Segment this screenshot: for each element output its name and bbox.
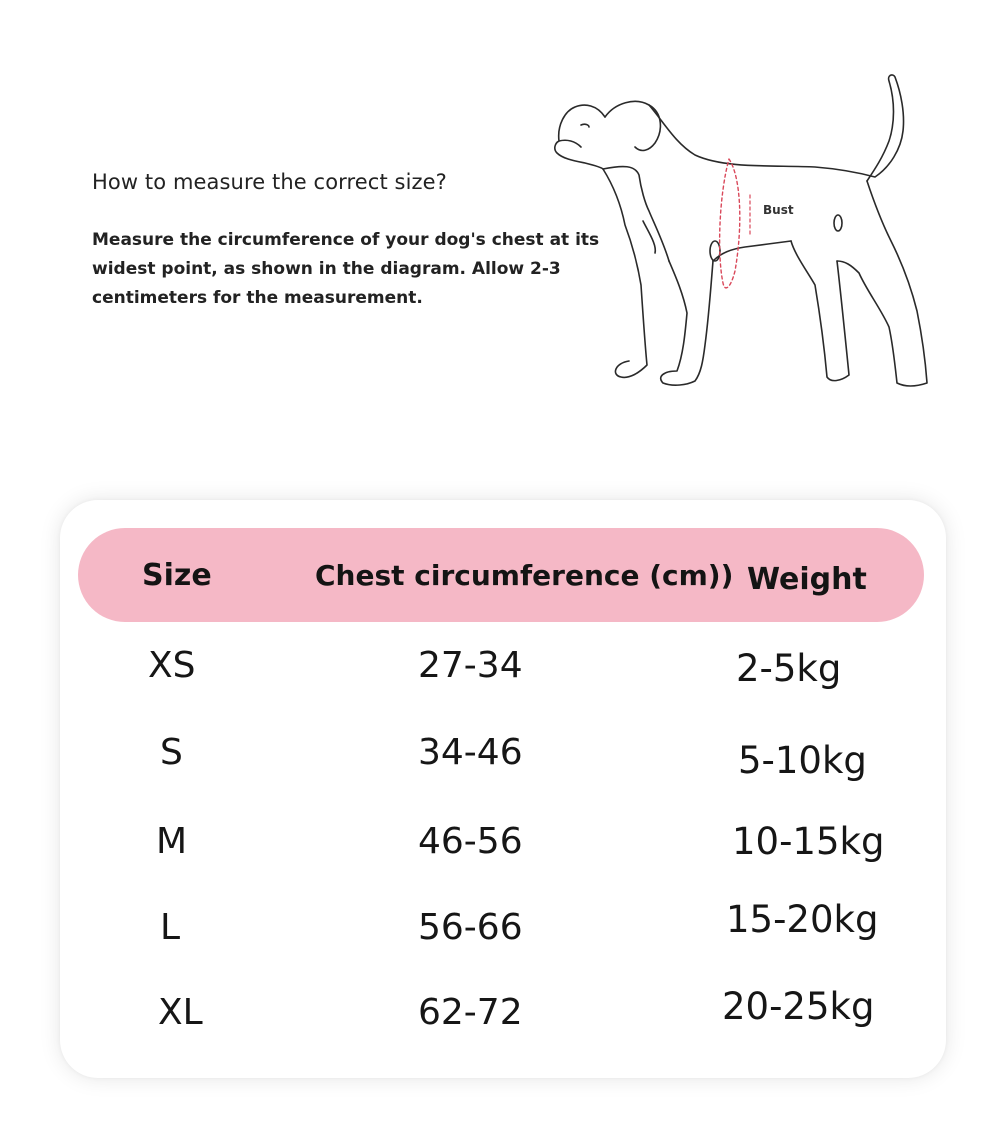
chest-cell: 46-56: [418, 821, 523, 862]
dog-elbow-detail: [643, 221, 655, 253]
dog-back-outline: [649, 75, 904, 181]
size-cell: XS: [148, 645, 196, 686]
chest-cell: 27-34: [418, 645, 523, 686]
chest-measurement-line: [720, 159, 740, 288]
weight-cell: 5-10kg: [738, 739, 867, 782]
header-weight: Weight: [747, 562, 867, 597]
weight-cell: 15-20kg: [726, 898, 879, 941]
dog-rear-joint-detail: [834, 215, 842, 231]
table-row: [60, 812, 946, 872]
size-cell: S: [160, 732, 183, 773]
weight-cell: 20-25kg: [722, 985, 875, 1028]
dog-head-outline: [555, 105, 605, 169]
dog-measurement-diagram: [545, 65, 945, 405]
table-row: [60, 723, 946, 783]
weight-cell: 2-5kg: [736, 647, 842, 690]
table-row: [60, 983, 946, 1043]
size-chart-rows: [60, 500, 946, 1078]
size-cell: L: [160, 907, 181, 948]
dog-far-front-leg-outline: [603, 167, 669, 378]
header-chest-circumference: Chest circumference (cm)): [315, 559, 734, 592]
dog-rear-leg-outline: [837, 181, 927, 386]
table-row: [60, 636, 946, 696]
chest-cell: 56-66: [418, 907, 523, 948]
size-cell: M: [156, 821, 188, 862]
dog-eye: [581, 124, 589, 127]
size-chart-card: [60, 500, 946, 1078]
instructions-title: How to measure the correct size?: [92, 170, 447, 194]
dog-muzzle-outline: [559, 140, 581, 147]
header-size: Size: [142, 558, 212, 593]
dog-front-leg-outline: [661, 261, 713, 385]
size-cell: XL: [158, 992, 203, 1033]
weight-cell: 10-15kg: [732, 820, 885, 863]
bust-label: Bust: [763, 203, 794, 217]
chest-cell: 34-46: [418, 732, 523, 773]
table-row: [60, 898, 946, 958]
chest-cell: 62-72: [418, 992, 523, 1033]
instructions-body: Measure the circumference of your dog's chest at its widest point, as shown in the diagram. Allow 2-3 centimeters for the measurement.: [92, 230, 600, 308]
dog-belly-outline: [713, 241, 791, 261]
dog-front-joint-detail: [710, 241, 720, 261]
